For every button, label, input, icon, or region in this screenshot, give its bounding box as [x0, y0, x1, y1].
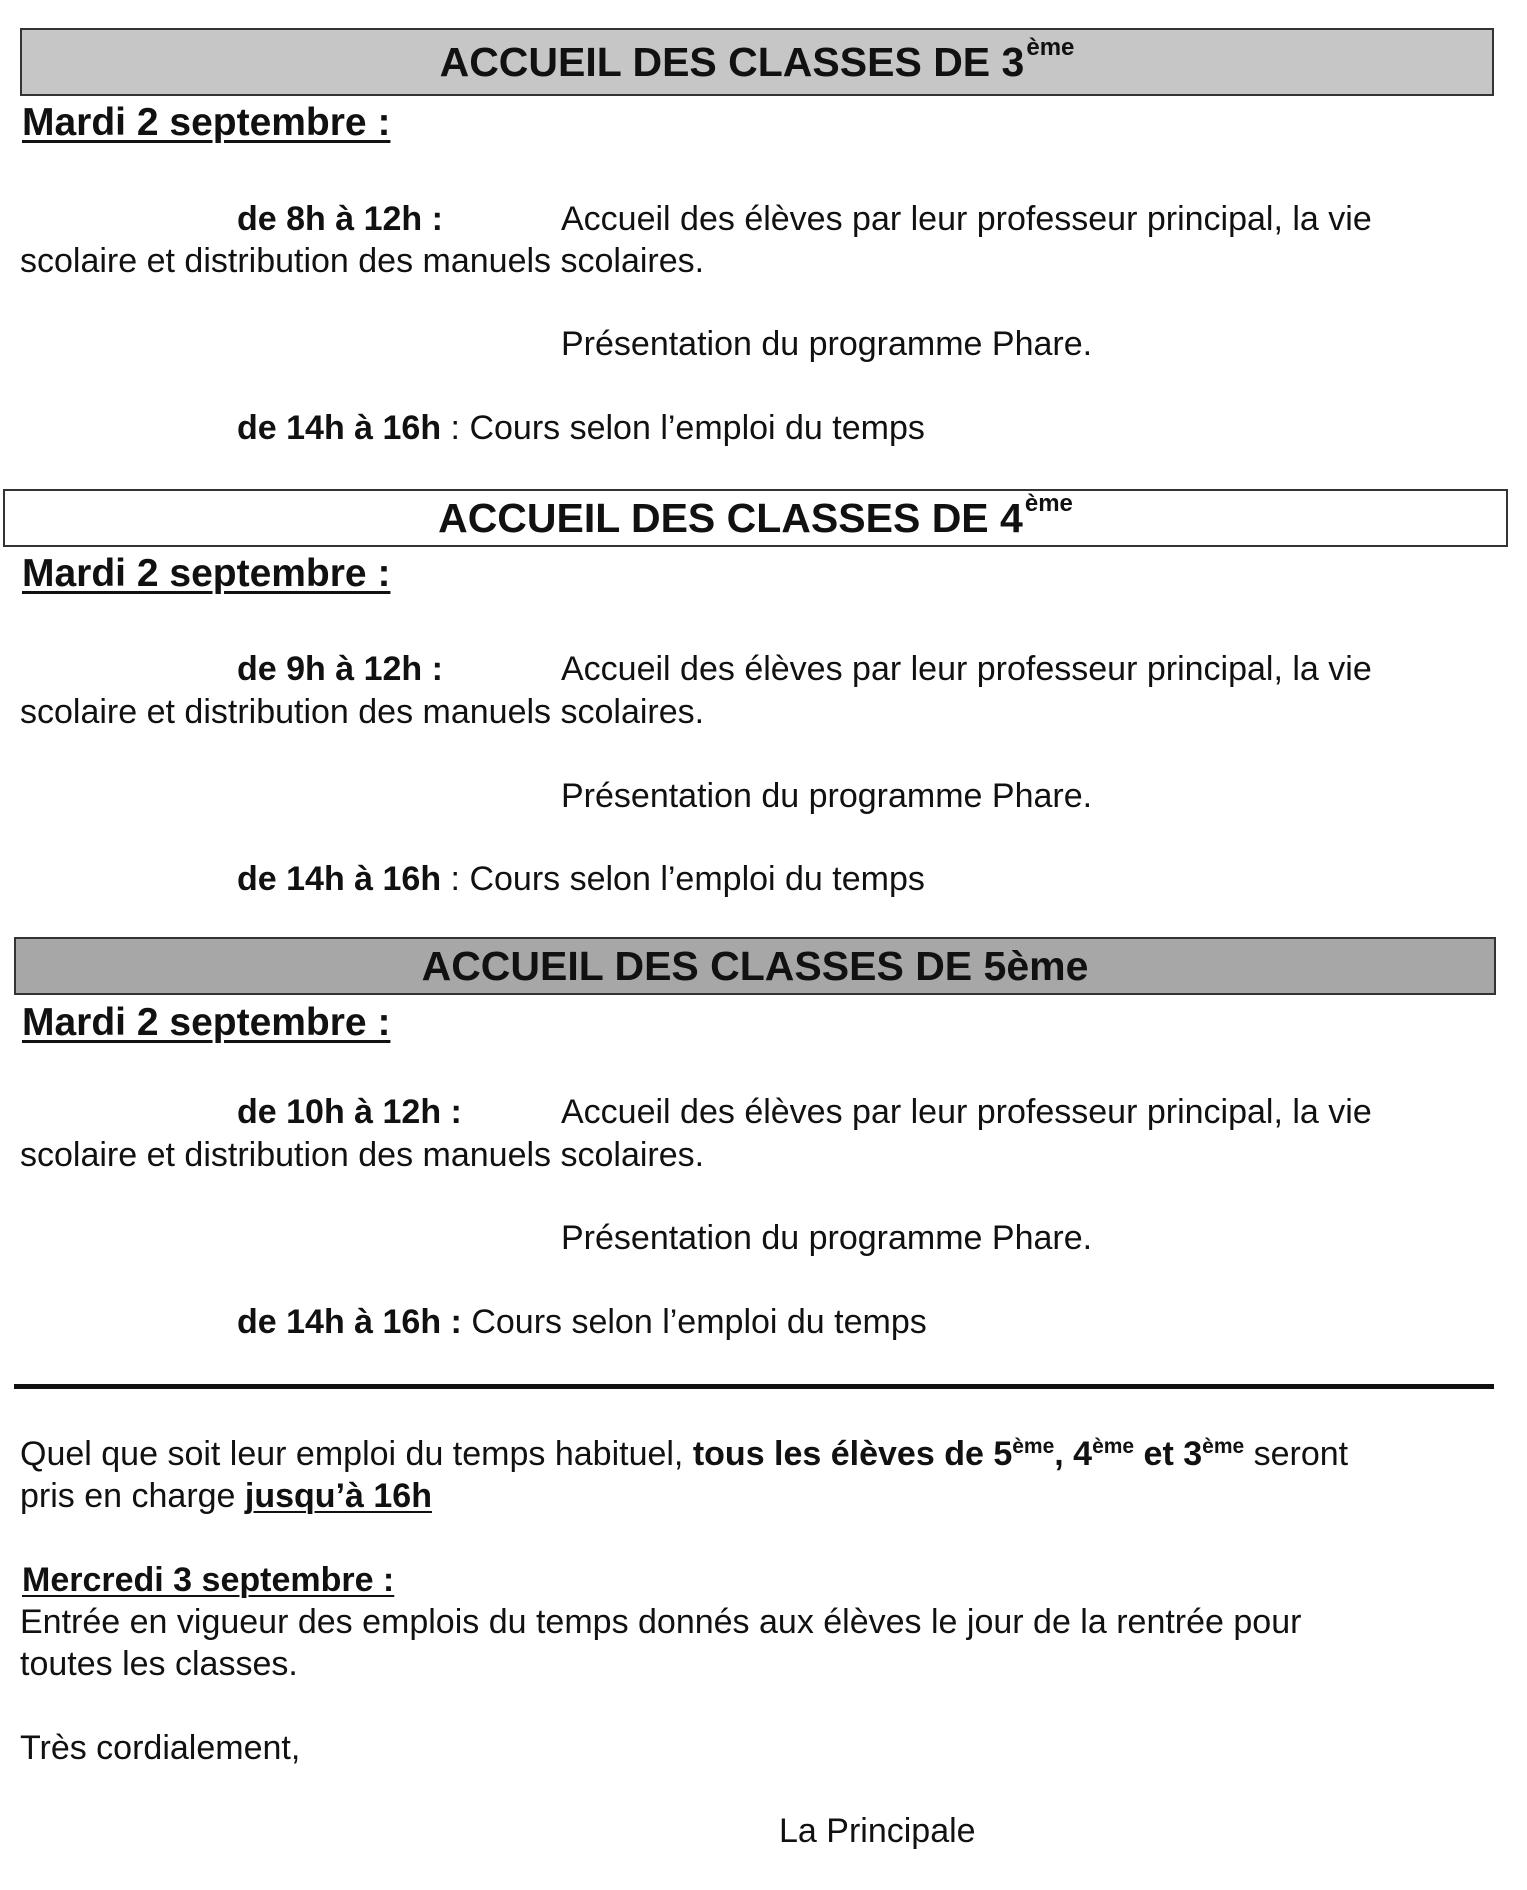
day-heading: Mardi 2 septembre : — [22, 552, 391, 595]
morning-text-line1: Accueil des élèves par leur professeur principal, la vie — [561, 650, 1372, 688]
wednesday-line1: Entrée en vigueur des emplois du temps donnés aux élèves le jour de la rentrée pour — [20, 1603, 1302, 1641]
section-title: ACCUEIL DES CLASSES DE 3 — [439, 38, 1025, 85]
horizontal-divider — [14, 1384, 1494, 1389]
section-title-sup: ème — [1024, 490, 1073, 517]
section-banner-3eme — [20, 28, 1494, 96]
notice-bold-b: , 4 — [1054, 1435, 1093, 1473]
section-title: ACCUEIL DES CLASSES DE 5ème — [421, 942, 1089, 989]
notice-bold-c: et 3 — [1134, 1435, 1203, 1473]
notice-part2: seront — [1244, 1435, 1349, 1473]
morning-text-line1: Accueil des élèves par leur professeur principal, la vie — [561, 1093, 1372, 1131]
notice-sup-c: ème — [1202, 1435, 1245, 1458]
afternoon-line — [237, 1305, 927, 1339]
notice-line2-prefix: pris en charge — [20, 1477, 245, 1515]
presentation-text: Présentation du programme Phare. — [561, 777, 1093, 815]
day-heading: Mardi 2 septembre : — [22, 1001, 391, 1044]
notice-part1: Quel que soit leur emploi du temps habituel, — [20, 1435, 693, 1473]
notice-bold-a: tous les élèves de 5 — [692, 1435, 1013, 1473]
morning-time: de 9h à 12h : — [237, 650, 443, 688]
section-title-sup: ème — [1026, 34, 1075, 61]
notice-line2-underlined: jusqu’à 16h — [244, 1477, 432, 1515]
section-banner-5eme — [14, 937, 1496, 995]
morning-time: de 10h à 12h : — [237, 1093, 462, 1131]
closing-greeting: Très cordialement, — [20, 1729, 301, 1767]
morning-text-line1: Accueil des élèves par leur professeur principal, la vie — [561, 200, 1372, 238]
afternoon-time: de 14h à 16h : — [237, 1303, 462, 1341]
morning-text-line2: scolaire et distribution des manuels scolaires. — [20, 242, 705, 280]
afternoon-text: : Cours selon l’emploi du temps — [441, 409, 925, 447]
notice-sup-b: ème — [1092, 1435, 1135, 1458]
afternoon-line — [237, 862, 925, 896]
morning-text-line2: scolaire et distribution des manuels scolaires. — [20, 1136, 705, 1174]
section-title: ACCUEIL DES CLASSES DE 4 — [438, 494, 1023, 541]
afternoon-text: Cours selon l’emploi du temps — [461, 1303, 927, 1341]
morning-time: de 8h à 12h : — [237, 200, 443, 238]
morning-text-line2: scolaire et distribution des manuels scolaires. — [20, 693, 705, 731]
section-banner-4eme — [3, 489, 1508, 547]
notice-line2 — [20, 1479, 432, 1513]
afternoon-time: de 14h à 16h — [237, 860, 442, 898]
afternoon-line — [237, 411, 925, 445]
wednesday-heading: Mercredi 3 septembre : — [22, 1561, 395, 1599]
afternoon-text: : Cours selon l’emploi du temps — [441, 860, 925, 898]
presentation-text: Présentation du programme Phare. — [561, 325, 1093, 363]
notice-line1 — [20, 1437, 1348, 1471]
day-heading: Mardi 2 septembre : — [22, 101, 391, 144]
afternoon-time: de 14h à 16h — [237, 409, 442, 447]
presentation-text: Présentation du programme Phare. — [561, 1219, 1093, 1257]
signature: La Principale — [779, 1812, 976, 1850]
notice-sup-a: ème — [1012, 1435, 1055, 1458]
wednesday-line2: toutes les classes. — [20, 1645, 298, 1683]
